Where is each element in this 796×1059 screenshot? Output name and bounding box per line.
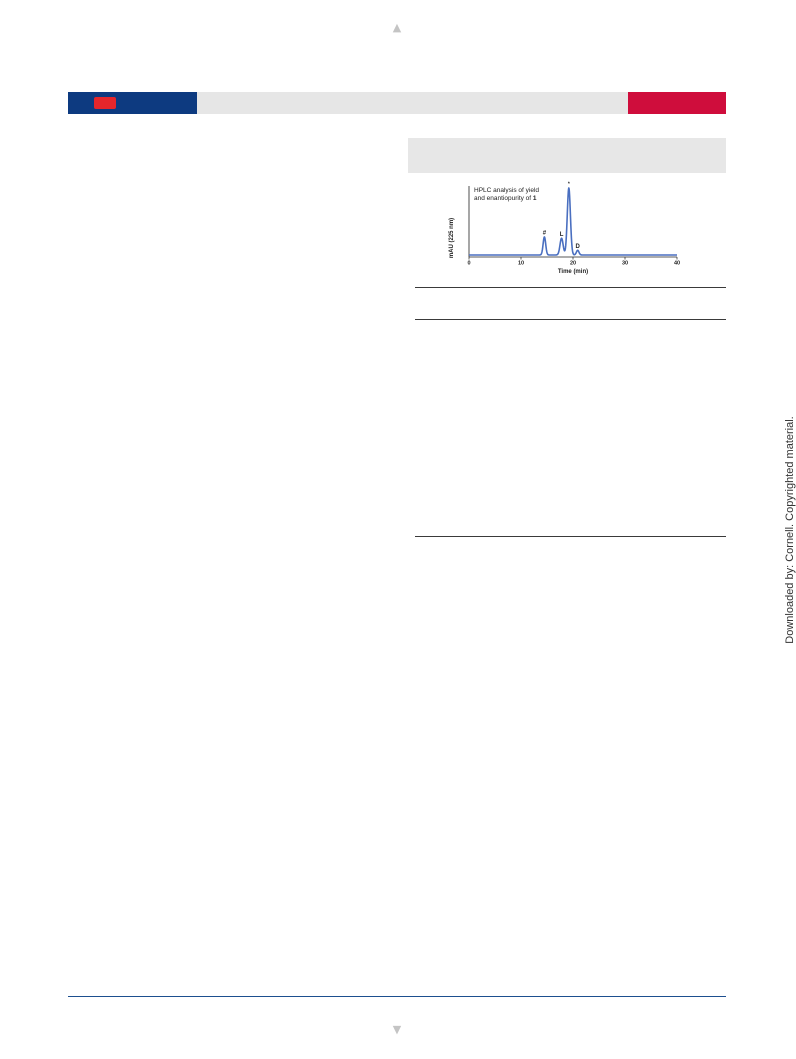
table-header-rule — [415, 319, 726, 320]
scroll-down-arrow-icon[interactable]: ▼ — [392, 1023, 402, 1036]
header-title-band — [197, 92, 628, 114]
header-section-block — [628, 92, 726, 114]
table-bottom-rule — [415, 536, 726, 537]
chart-annotation-line1: HPLC analysis of yield — [474, 187, 540, 194]
table-top-rule — [415, 287, 726, 288]
journal-logo — [94, 97, 116, 109]
download-watermark: Downloaded by: Cornell. Copyrighted material. — [784, 416, 796, 644]
footer-rule — [68, 996, 726, 997]
chart-annotation-line2: and enantiopurity of — [474, 195, 533, 202]
peak-label: L — [559, 231, 564, 238]
peak-label: * — [567, 181, 570, 188]
x-tick-label: 10 — [517, 260, 525, 267]
peak-label: # — [542, 230, 547, 237]
chart-annotation — [474, 187, 541, 202]
x-tick-label: 40 — [673, 260, 681, 267]
y-axis-label: mAU (225 nm) — [449, 217, 455, 259]
page-header-bar — [68, 92, 726, 114]
x-tick-label: 30 — [621, 260, 629, 267]
hplc-chart — [444, 180, 689, 280]
x-tick-label: 20 — [569, 260, 577, 267]
header-brand-block — [68, 92, 197, 114]
x-axis-label: Time (min) — [557, 269, 589, 275]
x-ticks — [467, 257, 680, 267]
chart-annotation-compound: 1 — [532, 195, 537, 202]
x-tick-label: 0 — [467, 260, 471, 267]
peak-label: D — [575, 243, 580, 250]
figure-header-box — [408, 138, 726, 173]
scroll-up-arrow-icon[interactable]: ▲ — [392, 21, 402, 34]
